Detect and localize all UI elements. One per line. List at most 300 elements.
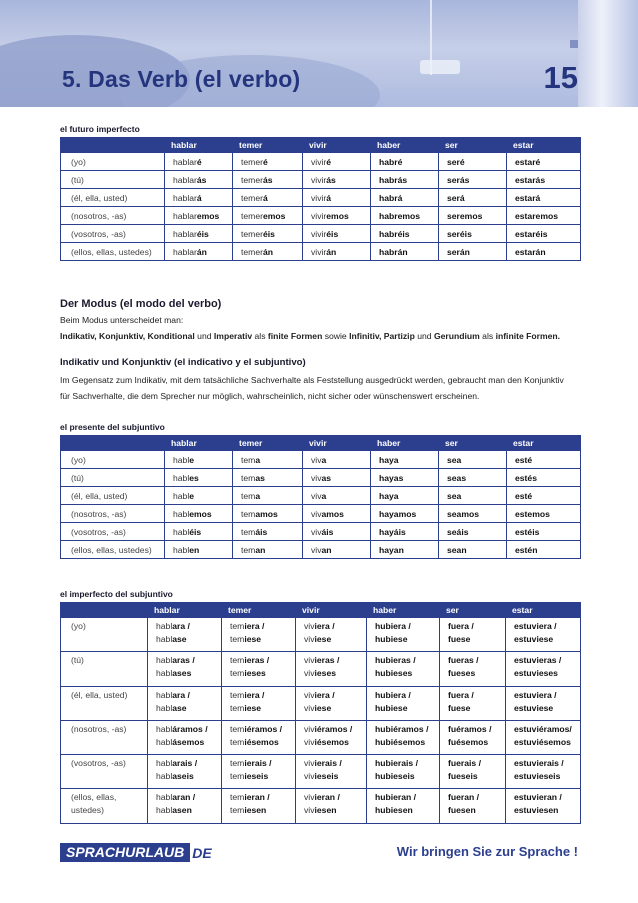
verb-form: estuviera / bbox=[514, 689, 557, 700]
table-header-row bbox=[61, 138, 581, 153]
verb-stem: tem bbox=[230, 655, 245, 666]
conjugation-cell bbox=[222, 686, 296, 720]
table-row bbox=[61, 789, 581, 823]
conjugation-cell bbox=[165, 487, 233, 505]
verb-ending: án bbox=[326, 246, 337, 257]
conjugation-cell bbox=[439, 523, 507, 541]
column-header: ser bbox=[439, 436, 507, 451]
verb-ending: a bbox=[321, 454, 327, 465]
verb-stem: habl bbox=[156, 621, 173, 631]
verb-ending: arais / bbox=[172, 758, 198, 769]
verb-form: hubiese bbox=[375, 634, 408, 644]
verb-form: fueras / bbox=[448, 655, 479, 666]
verb-ending: ierais / bbox=[244, 758, 272, 769]
verb-stem: hablar bbox=[173, 210, 197, 221]
verb-form: fuera / bbox=[448, 621, 474, 631]
verb-ending: iésemos bbox=[314, 736, 349, 747]
column-header: estar bbox=[507, 138, 581, 153]
table-row bbox=[61, 505, 581, 523]
verb-form: estén bbox=[515, 544, 538, 555]
conjugation-cell bbox=[165, 225, 233, 243]
verb-ending: án bbox=[262, 246, 273, 257]
verb-form: habréis bbox=[379, 228, 410, 239]
verb-stem: habl bbox=[156, 634, 173, 644]
verb-ending: ás bbox=[326, 174, 336, 185]
verb-stem: tem bbox=[241, 508, 256, 519]
person-cell: (ellos, ellas, ustedes) bbox=[61, 541, 165, 559]
verb-form: fuerais / bbox=[448, 758, 481, 769]
verb-stem: temer bbox=[241, 174, 263, 185]
verb-form: hubiésemos bbox=[375, 736, 426, 747]
verb-stem: tem bbox=[241, 526, 256, 537]
verb-stem: habl bbox=[156, 702, 173, 713]
table-row bbox=[61, 469, 581, 487]
conjugation-cell bbox=[507, 487, 581, 505]
table-row bbox=[61, 618, 581, 652]
conjugation-cell bbox=[507, 541, 581, 559]
verb-ending: ieseis bbox=[244, 771, 269, 782]
conjugation-cell bbox=[507, 469, 581, 487]
verb-stem: habl bbox=[156, 805, 173, 816]
term-bold: Indikativ, Konjunktiv, Konditional bbox=[60, 331, 195, 341]
verb-ending: ara / bbox=[172, 689, 190, 700]
verb-ending: ásemos bbox=[172, 736, 205, 747]
conjugation-cell bbox=[440, 755, 506, 789]
conjugation-cell bbox=[303, 243, 371, 261]
verb-form: hubieran / bbox=[375, 792, 417, 803]
verb-form: hayas bbox=[379, 472, 404, 483]
verb-stem: tem bbox=[230, 689, 245, 700]
verb-stem: viv bbox=[304, 668, 315, 679]
verb-ending: amos bbox=[255, 508, 278, 519]
verb-form: haya bbox=[379, 454, 399, 465]
conjugation-cell bbox=[296, 686, 367, 720]
verb-ending: a bbox=[321, 490, 327, 501]
conjugation-cell bbox=[371, 451, 439, 469]
table-row bbox=[61, 487, 581, 505]
verb-stem: tem bbox=[230, 805, 245, 816]
verb-ending: ieses bbox=[244, 668, 266, 679]
verb-form: hayamos bbox=[379, 508, 417, 519]
conjugation-cell bbox=[233, 487, 303, 505]
verb-ending: es bbox=[189, 472, 199, 483]
person-label: (él, ella, usted) bbox=[71, 689, 128, 700]
verb-stem: viv bbox=[304, 723, 315, 734]
verb-form: estuvieseis bbox=[514, 771, 561, 782]
connector-text: sowie bbox=[322, 331, 350, 341]
conjugation-cell bbox=[371, 189, 439, 207]
verb-stem: hablar bbox=[173, 174, 197, 185]
brand-suffix: DE bbox=[192, 844, 212, 861]
conjugation-cell bbox=[303, 451, 371, 469]
conjugation-cell bbox=[233, 153, 303, 171]
column-header: haber bbox=[371, 138, 439, 153]
verb-form: seremos bbox=[447, 210, 483, 221]
verb-stem: tem bbox=[230, 621, 245, 631]
verb-stem: viv bbox=[304, 805, 315, 816]
conjugation-cell bbox=[439, 487, 507, 505]
section-label-futuro: el futuro imperfecto bbox=[60, 124, 140, 134]
verb-ending: emos bbox=[326, 210, 349, 221]
column-header: ser bbox=[440, 603, 506, 618]
table-row bbox=[61, 243, 581, 261]
person-cell bbox=[61, 618, 148, 652]
person-label: (yo) bbox=[71, 621, 86, 631]
column-header: hablar bbox=[165, 138, 233, 153]
verb-form: hubiesen bbox=[375, 805, 413, 816]
conjugation-cell bbox=[507, 451, 581, 469]
verb-stem: viv bbox=[311, 526, 322, 537]
verb-ending: amos bbox=[321, 508, 344, 519]
conjugation-cell bbox=[367, 789, 440, 823]
verb-stem: temer bbox=[241, 210, 263, 221]
verb-form: serás bbox=[447, 174, 470, 185]
conjugation-cell bbox=[371, 243, 439, 261]
verb-form: estuviese bbox=[514, 634, 554, 644]
connector-text: als bbox=[479, 331, 496, 341]
verb-ending: ieseis bbox=[314, 771, 339, 782]
term-bold: Gerundium bbox=[433, 331, 480, 341]
column-header: temer bbox=[233, 138, 303, 153]
page-title: 5. Das Verb (el verbo) bbox=[62, 66, 301, 92]
verb-ending: a bbox=[255, 490, 261, 501]
verb-stem: viv bbox=[304, 758, 315, 769]
verb-form: estuviera / bbox=[514, 621, 557, 631]
verb-stem: tem bbox=[230, 792, 245, 803]
table-row bbox=[61, 189, 581, 207]
conjugation-cell bbox=[165, 505, 233, 523]
person-cell: (yo) bbox=[61, 153, 165, 171]
conjugation-cell bbox=[507, 153, 581, 171]
connector-text: und bbox=[194, 331, 214, 341]
verb-stem: vivir bbox=[311, 210, 327, 221]
verb-ending: á bbox=[262, 192, 268, 203]
verb-ending: ieses bbox=[314, 668, 337, 679]
column-header: hablar bbox=[148, 603, 222, 618]
verb-stem: temer bbox=[241, 228, 263, 239]
verb-stem: habl bbox=[173, 454, 190, 465]
verb-ending: áis bbox=[321, 526, 334, 537]
verb-stem: viv bbox=[311, 508, 322, 519]
verb-stem: tem bbox=[230, 723, 245, 734]
conjugation-cell bbox=[233, 505, 303, 523]
verb-stem: tem bbox=[241, 472, 256, 483]
conjugation-cell bbox=[439, 171, 507, 189]
column-header: haber bbox=[371, 436, 439, 451]
table-row bbox=[61, 207, 581, 225]
verb-form: sean bbox=[447, 544, 467, 555]
conjugation-cell bbox=[439, 243, 507, 261]
table-row bbox=[61, 652, 581, 686]
verb-form: hubierais / bbox=[375, 758, 418, 769]
verb-stem: habl bbox=[156, 771, 173, 782]
verb-form: esté bbox=[515, 490, 533, 501]
verb-ending: á bbox=[326, 192, 332, 203]
conjugation-cell bbox=[371, 541, 439, 559]
column-header: estar bbox=[506, 603, 581, 618]
person-cell: (ellos, ellas, ustedes) bbox=[61, 243, 165, 261]
term-bold: finite Formen bbox=[267, 331, 323, 341]
verb-stem: tem bbox=[241, 454, 256, 465]
verb-ending: iesen bbox=[314, 805, 337, 816]
modus-forms-line bbox=[60, 328, 590, 344]
verb-stem: viv bbox=[304, 736, 315, 747]
table-row bbox=[61, 225, 581, 243]
conjugation-cell bbox=[506, 789, 581, 823]
verb-form: hubieras / bbox=[375, 655, 416, 666]
conjugation-cell bbox=[233, 189, 303, 207]
verb-stem: viv bbox=[304, 689, 315, 700]
verb-form: fuese bbox=[448, 702, 471, 713]
person-cell bbox=[61, 720, 148, 754]
table-row bbox=[61, 686, 581, 720]
verb-stem: hablar bbox=[173, 192, 197, 203]
conjugation-cell bbox=[165, 523, 233, 541]
column-header: ser bbox=[439, 138, 507, 153]
conjugation-cell bbox=[233, 243, 303, 261]
verb-form: estarás bbox=[515, 174, 546, 185]
verb-ending: aseis bbox=[172, 771, 194, 782]
connector-text: und bbox=[414, 331, 434, 341]
brand-logo bbox=[60, 843, 212, 862]
brand-name: SPRACHURLAUB bbox=[60, 843, 190, 862]
table-row bbox=[61, 755, 581, 789]
conjugation-cell bbox=[371, 225, 439, 243]
verb-stem: temer bbox=[241, 246, 263, 257]
verb-ending: iese bbox=[244, 634, 262, 644]
verb-stem: habl bbox=[156, 668, 173, 679]
verb-ending: ase bbox=[172, 634, 187, 644]
conjugation-cell bbox=[303, 469, 371, 487]
header-photo-banner bbox=[0, 0, 638, 107]
verb-stem: habl bbox=[156, 792, 173, 803]
verb-ending: é bbox=[196, 156, 202, 167]
verb-stem: habl bbox=[156, 723, 173, 734]
verb-ending: e bbox=[189, 490, 195, 501]
verb-form: hubiera / bbox=[375, 621, 411, 631]
column-header: haber bbox=[367, 603, 440, 618]
conjugation-cell bbox=[296, 755, 367, 789]
conjugation-cell bbox=[440, 686, 506, 720]
verb-stem: hablar bbox=[173, 156, 197, 167]
person-cell bbox=[61, 755, 148, 789]
verb-stem: tem bbox=[230, 736, 245, 747]
conjugation-cell bbox=[506, 686, 581, 720]
column-header bbox=[61, 436, 165, 451]
verb-ending: iéramos / bbox=[314, 723, 353, 734]
conjugation-cell bbox=[165, 189, 233, 207]
table-row bbox=[61, 720, 581, 754]
verb-form: habrás bbox=[379, 174, 408, 185]
term-bold: infinite Formen. bbox=[495, 331, 561, 341]
verb-stem: habl bbox=[173, 544, 190, 555]
conjugation-cell bbox=[367, 652, 440, 686]
verb-form: sea bbox=[447, 454, 462, 465]
conjugation-cell bbox=[222, 652, 296, 686]
conjugation-cell bbox=[439, 451, 507, 469]
verb-ending: emos bbox=[196, 210, 220, 221]
verb-ending: ierais / bbox=[314, 758, 342, 769]
conjugation-cell bbox=[303, 523, 371, 541]
conjugation-cell bbox=[506, 652, 581, 686]
verb-stem: temer bbox=[241, 156, 263, 167]
connector-text: als bbox=[252, 331, 268, 341]
verb-ending: áramos / bbox=[172, 723, 208, 734]
person-cell: (tú) bbox=[61, 171, 165, 189]
conjugation-cell bbox=[439, 207, 507, 225]
section-label-imperfecto: el imperfecto del subjuntivo bbox=[60, 589, 173, 599]
verb-form: estará bbox=[515, 192, 541, 203]
verb-form: fuese bbox=[448, 634, 471, 644]
verb-stem: viv bbox=[311, 490, 322, 501]
verb-form: fueran / bbox=[448, 792, 480, 803]
conjugation-cell bbox=[233, 523, 303, 541]
verb-ending: án bbox=[196, 246, 207, 257]
verb-ending: é bbox=[262, 156, 268, 167]
verb-stem: habl bbox=[156, 655, 173, 666]
verb-form: estéis bbox=[515, 526, 540, 537]
verb-ending: iera / bbox=[244, 689, 265, 700]
conjugation-cell bbox=[148, 618, 222, 652]
conjugation-cell bbox=[222, 618, 296, 652]
conjugation-cell bbox=[507, 171, 581, 189]
conjugation-cell bbox=[165, 207, 233, 225]
verb-form: estés bbox=[515, 472, 537, 483]
conjugation-cell bbox=[148, 755, 222, 789]
verb-stem: tem bbox=[230, 702, 245, 713]
table-header-row bbox=[61, 603, 581, 618]
verb-form: estaréis bbox=[515, 228, 548, 239]
verb-form: estuviese bbox=[514, 702, 554, 713]
verb-stem: viv bbox=[304, 771, 315, 782]
conjugation-cell bbox=[506, 755, 581, 789]
verb-ending: iésemos bbox=[244, 736, 279, 747]
modus-intro: Beim Modus unterscheidet man: bbox=[60, 315, 184, 325]
column-header: vivir bbox=[303, 138, 371, 153]
verb-ending: an bbox=[321, 544, 332, 555]
verb-stem: habl bbox=[173, 472, 190, 483]
person-cell: (yo) bbox=[61, 451, 165, 469]
conjugation-cell bbox=[371, 207, 439, 225]
conjugation-cell bbox=[303, 541, 371, 559]
verb-ending: iesen bbox=[244, 805, 267, 816]
conjugation-cell bbox=[165, 243, 233, 261]
person-cell: (tú) bbox=[61, 469, 165, 487]
verb-stem: vivir bbox=[311, 246, 327, 257]
conjugation-cell bbox=[507, 189, 581, 207]
table-row bbox=[61, 451, 581, 469]
verb-stem: viv bbox=[304, 792, 315, 803]
verb-form: hubiese bbox=[375, 702, 408, 713]
table-row bbox=[61, 541, 581, 559]
person-cell: (nosotros, -as) bbox=[61, 505, 165, 523]
verb-form: fueses bbox=[448, 668, 476, 679]
verb-stem: vivir bbox=[311, 228, 327, 239]
verb-form: seré bbox=[447, 156, 465, 167]
verb-stem: viv bbox=[311, 472, 322, 483]
verb-ending: aras / bbox=[172, 655, 195, 666]
conjugation-cell bbox=[439, 541, 507, 559]
conjugation-cell bbox=[367, 618, 440, 652]
table-row bbox=[61, 153, 581, 171]
person-cell: (nosotros, -as) bbox=[61, 207, 165, 225]
verb-ending: éis bbox=[262, 228, 275, 239]
conjugation-cell bbox=[440, 618, 506, 652]
verb-ending: áis bbox=[255, 526, 268, 537]
verb-stem: vivir bbox=[311, 156, 327, 167]
verb-ending: as bbox=[255, 472, 265, 483]
verb-form: hubieseis bbox=[375, 771, 415, 782]
conjugation-cell bbox=[148, 720, 222, 754]
term-bold: Imperativ bbox=[213, 331, 253, 341]
verb-stem: viv bbox=[311, 454, 322, 465]
verb-form: seréis bbox=[447, 228, 472, 239]
person-label: (ellos, ellas, bbox=[71, 792, 117, 803]
person-cell bbox=[61, 686, 148, 720]
conjugation-cell bbox=[367, 755, 440, 789]
conjugation-cell bbox=[303, 171, 371, 189]
verb-stem: hablar bbox=[173, 228, 197, 239]
column-header: temer bbox=[222, 603, 296, 618]
verb-form: habrá bbox=[379, 192, 403, 203]
verb-form: hubiéramos / bbox=[375, 723, 429, 734]
verb-ending: iera / bbox=[314, 689, 335, 700]
verb-form: seas bbox=[447, 472, 467, 483]
table-row bbox=[61, 523, 581, 541]
verb-ending: ieras / bbox=[314, 655, 340, 666]
conjugation-cell bbox=[296, 652, 367, 686]
verb-stem: tem bbox=[230, 634, 245, 644]
conjugation-cell bbox=[440, 789, 506, 823]
verb-stem: habl bbox=[156, 689, 173, 700]
term-bold: Infinitiv, Partizip bbox=[349, 331, 415, 341]
verb-form: fuesen bbox=[448, 805, 476, 816]
imperfecto-table bbox=[60, 602, 581, 824]
verb-form: habrán bbox=[379, 246, 408, 257]
verb-form: esté bbox=[515, 454, 533, 465]
verb-stem: habl bbox=[156, 758, 173, 769]
indikativ-line1: Im Gegensatz zum Indikativ, mit dem tatsächliche Sachverhalte als Feststellung ausgedrückt werden, gebraucht man den Konjunktiv bbox=[60, 375, 564, 385]
person-cell: (él, ella, usted) bbox=[61, 487, 165, 505]
conjugation-cell bbox=[371, 171, 439, 189]
verb-form: estuviéramos/ bbox=[514, 723, 572, 734]
person-cell: (vosotros, -as) bbox=[61, 225, 165, 243]
verb-ending: ieran / bbox=[244, 792, 270, 803]
person-label: ustedes) bbox=[71, 805, 104, 816]
verb-ending: emos bbox=[189, 508, 212, 519]
futuro-table bbox=[60, 137, 581, 261]
verb-form: habré bbox=[379, 156, 403, 167]
verb-form: estuvieras / bbox=[514, 655, 562, 666]
verb-form: seáis bbox=[447, 526, 469, 537]
verb-ending: iera / bbox=[314, 621, 335, 631]
conjugation-cell bbox=[233, 469, 303, 487]
verb-stem: viv bbox=[311, 544, 322, 555]
page-number: 15 bbox=[543, 60, 578, 95]
verb-form: estuvierais / bbox=[514, 758, 564, 769]
verb-form: fueseis bbox=[448, 771, 478, 782]
conjugation-cell bbox=[303, 487, 371, 505]
verb-ending: ase bbox=[172, 702, 187, 713]
column-header: vivir bbox=[303, 436, 371, 451]
column-header bbox=[61, 603, 148, 618]
footer-slogan: Wir bringen Sie zur Sprache ! bbox=[396, 844, 578, 859]
conjugation-cell bbox=[233, 225, 303, 243]
verb-ending: an bbox=[255, 544, 266, 555]
verb-stem: tem bbox=[230, 668, 245, 679]
conjugation-cell bbox=[165, 153, 233, 171]
conjugation-cell bbox=[371, 487, 439, 505]
